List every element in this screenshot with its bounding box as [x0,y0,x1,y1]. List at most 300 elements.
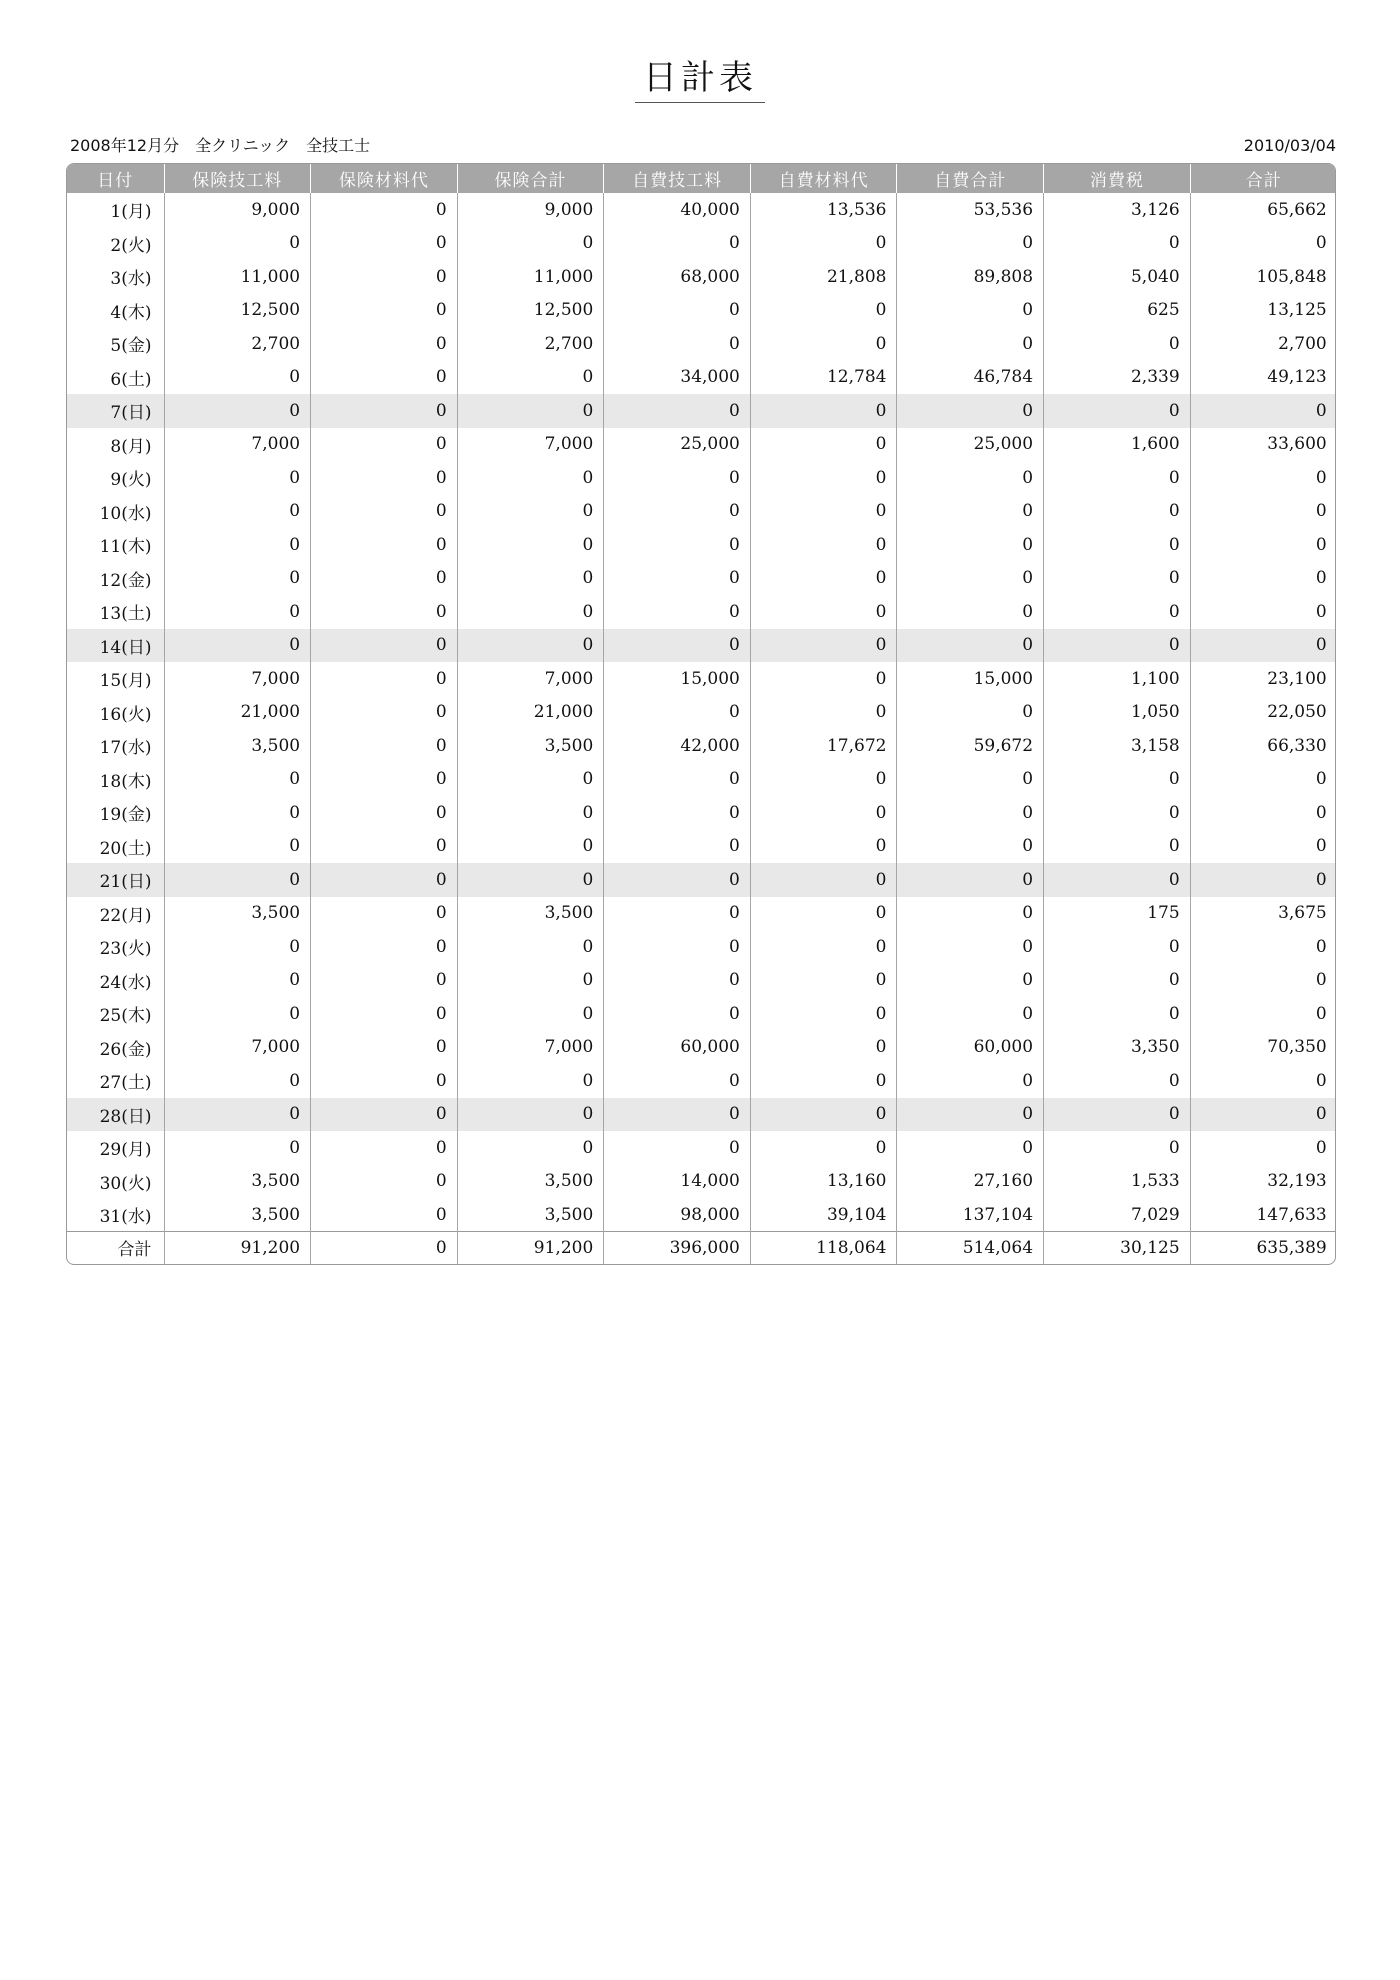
table-row [67,361,1336,395]
amount-cell: 0 [311,1098,458,1132]
total-cell: 635,389 [1190,1232,1336,1264]
table-row [67,260,1336,294]
table-row [67,495,1336,529]
amount-cell: 68,000 [604,260,751,294]
amount-cell: 105,848 [1190,260,1336,294]
day-cell: 24(水) [99,972,152,993]
amount-cell: 49,123 [1190,361,1336,395]
amount-cell: 0 [1190,495,1336,529]
day-cell: 29(月) [99,1140,152,1161]
amount-cell: 0 [311,830,458,864]
total-row [67,1232,1336,1264]
amount-cell: 53,536 [897,193,1044,227]
amount-cell: 0 [750,696,897,730]
amount-cell: 0 [604,696,751,730]
amount-cell: 0 [457,930,604,964]
amount-cell: 0 [164,964,311,998]
table-header-row [67,164,1336,193]
amount-cell: 0 [1190,562,1336,596]
amount-cell: 0 [1190,863,1336,897]
column-header: 合計 [1190,164,1336,193]
amount-cell: 0 [1044,830,1191,864]
amount-cell: 0 [897,964,1044,998]
amount-cell: 22,050 [1190,696,1336,730]
amount-cell: 3,500 [164,729,311,763]
amount-cell: 9,000 [457,193,604,227]
amount-cell: 0 [750,528,897,562]
amount-cell: 0 [604,997,751,1031]
amount-cell: 0 [1190,830,1336,864]
amount-cell: 0 [604,796,751,830]
amount-cell: 0 [1190,964,1336,998]
period-label: 2008年12月分 [70,136,180,155]
day-cell: 20(土) [99,838,152,859]
amount-cell: 0 [897,461,1044,495]
day-cell: 17(水) [99,738,152,759]
amount-cell: 0 [1190,1064,1336,1098]
amount-cell: 0 [1190,461,1336,495]
amount-cell: 33,600 [1190,428,1336,462]
amount-cell: 0 [457,528,604,562]
total-label: 合計 [67,1232,164,1264]
amount-cell: 65,662 [1190,193,1336,227]
amount-cell: 59,672 [897,729,1044,763]
amount-cell: 70,350 [1190,1031,1336,1065]
amount-cell: 89,808 [897,260,1044,294]
column-header: 自費合計 [897,164,1044,193]
amount-cell: 0 [750,461,897,495]
amount-cell: 7,029 [1044,1198,1191,1232]
amount-cell: 42,000 [604,729,751,763]
table-row [67,1131,1336,1165]
amount-cell: 0 [1044,930,1191,964]
amount-cell: 3,126 [1044,193,1191,227]
amount-cell: 0 [604,461,751,495]
amount-cell: 11,000 [164,260,311,294]
amount-cell: 0 [311,595,458,629]
amount-cell: 0 [311,495,458,529]
amount-cell: 0 [311,1165,458,1199]
table-row [67,428,1336,462]
amount-cell: 0 [897,1131,1044,1165]
amount-cell: 0 [311,629,458,663]
amount-cell: 0 [311,227,458,261]
table-row [67,662,1336,696]
amount-cell: 0 [457,763,604,797]
amount-cell: 3,500 [457,1198,604,1232]
amount-cell: 0 [604,930,751,964]
day-cell: 31(水) [99,1207,152,1227]
day-cell: 2(火) [110,235,152,256]
amount-cell: 0 [311,1198,458,1232]
amount-cell: 0 [897,327,1044,361]
amount-cell: 3,500 [457,897,604,931]
day-cell: 8(月) [110,436,152,457]
amount-cell: 2,700 [457,327,604,361]
amount-cell: 0 [750,863,897,897]
table-row [67,1031,1336,1065]
amount-cell: 0 [750,595,897,629]
amount-cell: 0 [457,997,604,1031]
amount-cell: 0 [457,461,604,495]
amount-cell: 3,500 [164,897,311,931]
amount-cell: 0 [1044,562,1191,596]
amount-cell: 0 [164,528,311,562]
amount-cell: 1,100 [1044,662,1191,696]
amount-cell: 0 [311,964,458,998]
amount-cell: 0 [897,1064,1044,1098]
amount-cell: 0 [311,1131,458,1165]
amount-cell: 60,000 [604,1031,751,1065]
amount-cell: 0 [604,1131,751,1165]
day-cell: 28(日) [67,1098,164,1132]
amount-cell: 0 [457,629,604,663]
amount-cell: 60,000 [897,1031,1044,1065]
daily-summary-table [67,164,1336,1264]
amount-cell: 12,500 [457,294,604,328]
day-cell: 13(土) [99,604,152,625]
amount-cell: 0 [311,696,458,730]
amount-cell: 0 [750,964,897,998]
amount-cell: 0 [311,729,458,763]
total-cell: 30,125 [1044,1232,1191,1264]
table-row [67,763,1336,797]
amount-cell: 0 [750,327,897,361]
amount-cell: 0 [750,294,897,328]
table-row [67,562,1336,596]
amount-cell: 0 [1044,528,1191,562]
amount-cell: 2,339 [1044,361,1191,395]
amount-cell: 0 [457,863,604,897]
amount-cell: 0 [604,227,751,261]
day-cell: 19(金) [99,805,152,826]
amount-cell: 40,000 [604,193,751,227]
amount-cell: 3,158 [1044,729,1191,763]
day-cell: 4(木) [110,302,152,323]
column-header: 保険技工料 [164,164,311,193]
amount-cell: 0 [750,997,897,1031]
day-cell: 22(月) [99,905,152,926]
amount-cell: 0 [1044,763,1191,797]
amount-cell: 15,000 [897,662,1044,696]
column-header: 保険材料代 [311,164,458,193]
day-cell: 6(土) [110,369,152,390]
amount-cell: 0 [604,897,751,931]
day-cell: 7(日) [67,394,164,428]
table-row [67,327,1336,361]
amount-cell: 0 [750,930,897,964]
amount-cell: 625 [1044,294,1191,328]
amount-cell: 0 [1190,629,1336,663]
amount-cell: 39,104 [750,1198,897,1232]
page-title-text: 日計表 [635,56,765,103]
amount-cell: 0 [311,662,458,696]
amount-cell: 0 [1044,227,1191,261]
table-row [67,227,1336,261]
amount-cell: 9,000 [164,193,311,227]
total-cell: 91,200 [164,1232,311,1264]
amount-cell: 0 [311,897,458,931]
amount-cell: 0 [311,863,458,897]
amount-cell: 0 [164,595,311,629]
table-row [67,394,1336,428]
amount-cell: 0 [1044,997,1191,1031]
amount-cell: 0 [750,562,897,596]
table-row [67,696,1336,730]
amount-cell: 23,100 [1190,662,1336,696]
total-cell: 514,064 [897,1232,1044,1264]
amount-cell: 0 [311,763,458,797]
table-row [67,629,1336,663]
amount-cell: 0 [604,595,751,629]
amount-cell: 7,000 [457,662,604,696]
amount-cell: 0 [604,830,751,864]
amount-cell: 0 [897,629,1044,663]
amount-cell: 0 [311,461,458,495]
amount-cell: 0 [750,629,897,663]
amount-cell: 0 [1190,528,1336,562]
amount-cell: 0 [897,930,1044,964]
table-row [67,461,1336,495]
day-cell: 23(火) [99,939,152,960]
amount-cell: 0 [750,897,897,931]
table-row [67,1098,1336,1132]
amount-cell: 0 [1190,763,1336,797]
amount-cell: 0 [164,461,311,495]
amount-cell: 0 [750,662,897,696]
amount-cell: 3,500 [457,1165,604,1199]
amount-cell: 0 [1044,394,1191,428]
day-cell: 30(火) [99,1173,152,1194]
amount-cell: 0 [1044,796,1191,830]
amount-cell: 7,000 [164,428,311,462]
amount-cell: 0 [897,595,1044,629]
amount-cell: 0 [311,930,458,964]
amount-cell: 0 [897,696,1044,730]
amount-cell: 0 [1044,1131,1191,1165]
amount-cell: 0 [750,1031,897,1065]
amount-cell: 0 [457,1064,604,1098]
amount-cell: 3,500 [164,1198,311,1232]
amount-cell: 0 [897,227,1044,261]
table-row [67,193,1336,227]
amount-cell: 0 [164,1064,311,1098]
amount-cell: 25,000 [604,428,751,462]
column-header: 保険合計 [457,164,604,193]
print-date: 2010/03/04 [1243,136,1336,155]
amount-cell: 0 [1044,863,1191,897]
amount-cell: 7,000 [164,662,311,696]
amount-cell: 0 [1044,964,1191,998]
table-row [67,863,1336,897]
amount-cell: 0 [164,1131,311,1165]
amount-cell: 0 [1190,1098,1336,1132]
amount-cell: 13,160 [750,1165,897,1199]
amount-cell: 0 [897,763,1044,797]
amount-cell: 0 [1044,461,1191,495]
amount-cell: 0 [311,562,458,596]
table-row [67,930,1336,964]
amount-cell: 0 [457,227,604,261]
amount-cell: 17,672 [750,729,897,763]
day-cell: 10(水) [99,503,152,524]
amount-cell: 13,536 [750,193,897,227]
amount-cell: 12,500 [164,294,311,328]
amount-cell: 1,533 [1044,1165,1191,1199]
amount-cell: 21,000 [164,696,311,730]
amount-cell: 175 [1044,897,1191,931]
amount-cell: 137,104 [897,1198,1044,1232]
day-cell: 11(木) [99,537,152,558]
table-row [67,595,1336,629]
amount-cell: 2,700 [164,327,311,361]
amount-cell: 0 [164,830,311,864]
amount-cell: 0 [604,1098,751,1132]
table-row [67,729,1336,763]
amount-cell: 0 [457,796,604,830]
amount-cell: 0 [457,562,604,596]
day-cell: 12(金) [99,570,152,591]
day-cell: 21(日) [67,863,164,897]
amount-cell: 147,633 [1190,1198,1336,1232]
total-cell: 396,000 [604,1232,751,1264]
amount-cell: 0 [604,294,751,328]
amount-cell: 0 [164,763,311,797]
amount-cell: 3,350 [1044,1031,1191,1065]
amount-cell: 0 [1044,1064,1191,1098]
column-header: 自費技工料 [604,164,751,193]
amount-cell: 0 [311,528,458,562]
amount-cell: 0 [457,394,604,428]
table-row [67,964,1336,998]
amount-cell: 0 [311,428,458,462]
amount-cell: 0 [750,394,897,428]
total-cell: 91,200 [457,1232,604,1264]
total-cell: 118,064 [750,1232,897,1264]
amount-cell: 3,500 [164,1165,311,1199]
amount-cell: 0 [897,863,1044,897]
amount-cell: 0 [750,495,897,529]
amount-cell: 11,000 [457,260,604,294]
amount-cell: 0 [604,528,751,562]
clinic-label: 全クリニック [195,136,291,155]
amount-cell: 0 [1190,796,1336,830]
amount-cell: 3,500 [457,729,604,763]
amount-cell: 0 [164,562,311,596]
table-row [67,897,1336,931]
amount-cell: 14,000 [604,1165,751,1199]
report-conditions [70,136,370,156]
amount-cell: 0 [164,495,311,529]
table-row [67,796,1336,830]
amount-cell: 98,000 [604,1198,751,1232]
amount-cell: 0 [604,327,751,361]
amount-cell: 5,040 [1044,260,1191,294]
amount-cell: 0 [1044,495,1191,529]
amount-cell: 0 [1190,394,1336,428]
amount-cell: 0 [897,294,1044,328]
amount-cell: 0 [311,394,458,428]
table-row [67,1064,1336,1098]
amount-cell: 0 [897,495,1044,529]
amount-cell: 0 [164,796,311,830]
amount-cell: 13,125 [1190,294,1336,328]
amount-cell: 0 [897,997,1044,1031]
amount-cell: 66,330 [1190,729,1336,763]
day-cell: 5(金) [110,336,152,357]
amount-cell: 0 [311,327,458,361]
technician-label: 全技工士 [306,136,371,155]
day-cell: 18(木) [99,771,152,792]
amount-cell: 0 [604,863,751,897]
amount-cell: 0 [1044,1098,1191,1132]
amount-cell: 21,000 [457,696,604,730]
amount-cell: 0 [311,361,458,395]
amount-cell: 0 [311,997,458,1031]
amount-cell: 0 [750,1131,897,1165]
table-row [67,294,1336,328]
amount-cell: 0 [311,260,458,294]
amount-cell: 0 [897,528,1044,562]
amount-cell: 0 [164,361,311,395]
amount-cell: 32,193 [1190,1165,1336,1199]
amount-cell: 21,808 [750,260,897,294]
amount-cell: 0 [750,227,897,261]
amount-cell: 0 [164,629,311,663]
day-cell: 26(金) [99,1039,152,1060]
amount-cell: 0 [164,930,311,964]
table-row [67,1165,1336,1199]
amount-cell: 0 [750,796,897,830]
amount-cell: 0 [164,997,311,1031]
amount-cell: 7,000 [164,1031,311,1065]
amount-cell: 7,000 [457,428,604,462]
amount-cell: 0 [457,495,604,529]
amount-cell: 0 [604,495,751,529]
total-cell: 0 [311,1232,458,1264]
amount-cell: 3,675 [1190,897,1336,931]
day-cell: 25(木) [99,1006,152,1027]
day-cell: 16(火) [99,704,152,725]
amount-cell: 0 [604,763,751,797]
amount-cell: 0 [897,394,1044,428]
amount-cell: 0 [604,562,751,596]
table-body [67,193,1336,1264]
amount-cell: 0 [604,964,751,998]
amount-cell: 34,000 [604,361,751,395]
amount-cell: 0 [1190,595,1336,629]
amount-cell: 2,700 [1190,327,1336,361]
amount-cell: 0 [164,1098,311,1132]
day-cell: 9(火) [110,470,152,491]
amount-cell: 0 [457,830,604,864]
amount-cell: 0 [1190,930,1336,964]
amount-cell: 0 [750,1098,897,1132]
amount-cell: 0 [457,1098,604,1132]
amount-cell: 0 [750,428,897,462]
day-cell: 1(月) [110,202,152,223]
amount-cell: 15,000 [604,662,751,696]
amount-cell: 0 [1190,227,1336,261]
table-row [67,528,1336,562]
amount-cell: 0 [164,227,311,261]
amount-cell: 0 [311,1064,458,1098]
amount-cell: 0 [164,394,311,428]
amount-cell: 0 [1190,997,1336,1031]
amount-cell: 0 [457,964,604,998]
day-cell: 15(月) [99,671,152,692]
amount-cell: 0 [1044,629,1191,663]
